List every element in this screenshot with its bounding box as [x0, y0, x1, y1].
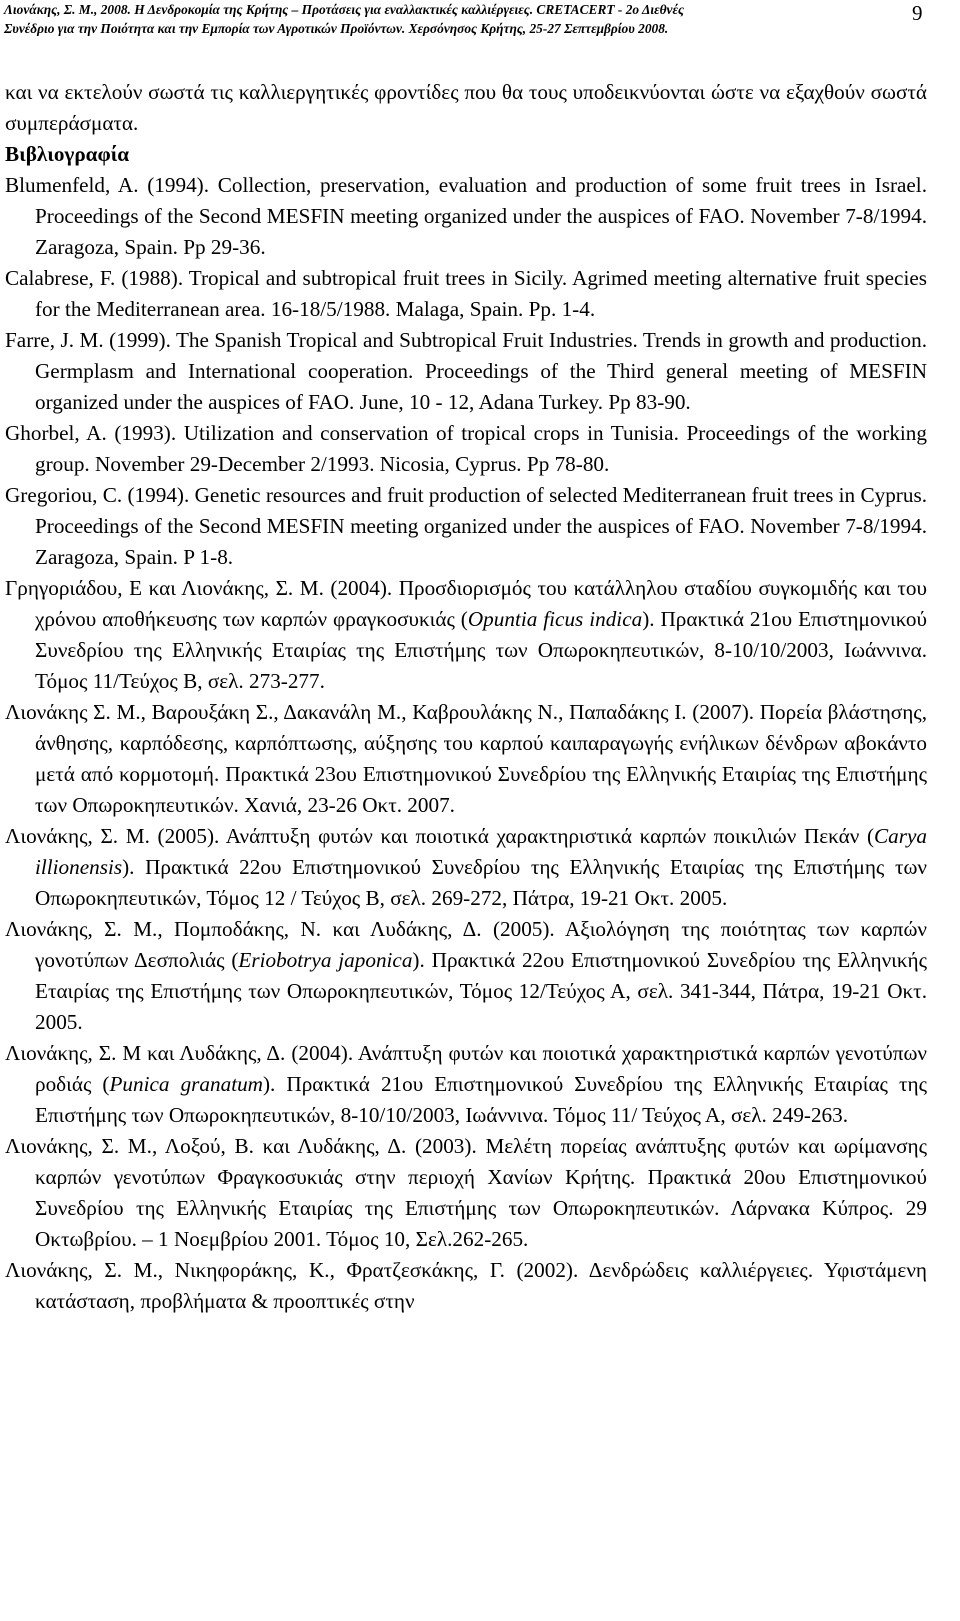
reference-item [5, 263, 927, 325]
reference-text: Gregoriou, C. (1994). Genetic resources and fruit production of selected Mediterranean fruit trees in Cyprus. Proceedings of the Second MESFIN meeting organized under the auspices of FAO. November 7-8/1994. Zaragoza, Spain. P 1-8. [5, 483, 927, 569]
reference-text: Λιονάκης, Σ. Μ., Πομποδάκης, Ν. και Λυδάκης, Δ. (2005). Αξιολόγηση της ποιότητας των καρπών γονοτύπων Δεσπολιάς ( [5, 917, 927, 972]
reference-item [5, 1038, 927, 1131]
reference-text: Λιονάκης, Σ. Μ. (2005). Ανάπτυξη φυτών και ποιοτικά χαρακτηριστικά καρπών ποικιλιών Πεκάν ( [5, 824, 875, 848]
reference-list [5, 170, 927, 1317]
reference-text-tail: ). Πρακτικά 22ου Επιστημονικού Συνεδρίου της Ελληνικής Εταιρίας της Επιστήμης των Οπωροκηπευτικών, Τόμος 12 / Τεύχος Β, σελ. 269-272, Πάτρα, 19-21 Οκτ. 2005. [35, 855, 927, 910]
reference-item [5, 418, 927, 480]
reference-text: Λιονάκης Σ. Μ., Βαρουξάκη Σ., Δακανάλη Μ., Καβρουλάκης Ν., Παπαδάκης Ι. (2007). Πορεία βλάστησης, άνθησης, καρπόδεσης, καρπόπτωσης, αύξησης του καρπού καιπαραγωγής ενήλικων δένδρων αβοκάντο μετά από κορμοτομή. Πρακτικά 23ου Επιστημονικού Συνεδρίου της Ελληνικής Εταιρίας της Επιστήμης των Οπωροκηπευτικών. Χανιά, 23-26 Οκτ. 2007. [5, 700, 927, 817]
reference-item [5, 325, 927, 418]
reference-item [5, 573, 927, 697]
reference-species: Opuntia ficus indica [467, 607, 643, 631]
reference-text: Λιονάκης, Σ. Μ., Λοξού, Β. και Λυδάκης, Δ. (2003). Μελέτη πορείας ανάπτυξης φυτών και ωρίμανσης καρπών γενοτύπων Φραγκοσυκιάς στην περιοχή Χανίων Κρήτης. Πρακτικά 20ου Επιστημονικού Συνεδρίου της Ελληνικής Εταιρίας της Επιστήμης των Οπωροκηπευτικών. Λάρνακα Κύπρος. 29 Οκτωβρίου. – 1 Νοεμβρίου 2001. Τόμος 10, Σελ.262-265. [5, 1134, 927, 1251]
intro-paragraph: και να εκτελούν σωστά τις καλλιεργητικές φροντίδες που θα τους υποδεικνύονται ώστε να εξαχθούν σωστά συμπεράσματα. [5, 80, 927, 135]
reference-text: Calabrese, F. (1988). Tropical and subtropical fruit trees in Sicily. Agrimed meeting alternative fruit species for the Mediterranean area. 16-18/5/1988. Malaga, Spain. Pp. 1-4. [5, 266, 927, 321]
reference-item [5, 1131, 927, 1255]
reference-species: Eriobotrya japonica [238, 948, 413, 972]
running-head [4, 0, 884, 38]
reference-text-tail: ). Πρακτικά 22ου Επιστημονικού Συνεδρίου της Ελληνικής Εταιρίας της Επιστήμης των Οπωροκηπευτικών, Τόμος 12/Τεύχος Α, σελ. 341-344, Πάτρα, 19-21 Οκτ. 2005. [35, 948, 927, 1034]
section-heading: Βιβλιογραφία [5, 142, 130, 166]
reference-text: Farre, J. M. (1999). The Spanish Tropical and Subtropical Fruit Industries. Trends in growth and production. Germplasm and International cooperation. Proceedings of the Third general meeting of MESFIN organized under the auspices of FAO. June, 10 - 12, Adana Turkey. Pp 83-90. [5, 328, 927, 414]
reference-text: Λιονάκης, Σ. Μ., Νικηφοράκης, Κ., Φρατζεσκάκης, Γ. (2002). Δενδρώδεις καλλιέργειες. Υφιστάμενη κατάσταση, προβλήματα & προοπτικές στην [5, 1258, 927, 1313]
reference-item [5, 170, 927, 263]
reference-text: Λιονάκης, Σ. Μ και Λυδάκης, Δ. (2004). Ανάπτυξη φυτών και ποιοτικά χαρακτηριστικά καρπών γενοτύπων ροδιάς ( [5, 1041, 927, 1096]
running-head-line-1: Λιονάκης, Σ. Μ., 2008. Η Δενδροκομία της Κρήτης – Προτάσεις για εναλλακτικές καλλιέργειες. CRETACERT - 2ο Διεθνές [4, 2, 684, 17]
reference-text-tail: ). Πρακτικά 21ου Επιστημονικού Συνεδρίου της Ελληνικής Εταιρίας της Επιστήμης των Οπωροκηπευτικών, 8-10/10/2003, Ιωάννινα. Τόμος 11/ Τεύχος Α, σελ. 249-263. [35, 1072, 928, 1127]
reference-species: Punica granatum [109, 1072, 263, 1096]
reference-species: Carya illionensis [35, 824, 927, 879]
reference-text: Blumenfeld, A. (1994). Collection, preservation, evaluation and production of some fruit trees in Israel. Proceedings of the Second MESFIN meeting organized under the auspices of FAO. November 7-8/1994. Zaragoza, Spain. Pp 29-36. [5, 173, 927, 259]
reference-item [5, 480, 927, 573]
reference-text: Ghorbel, A. (1993). Utilization and conservation of tropical crops in Tunisia. Proceedings of the working group. November 29-December 2/1993. Nicosia, Cyprus. Pp 78-80. [5, 421, 927, 476]
running-head-line-2: Συνέδριο για την Ποιότητα και την Εμπορία των Αγροτικών Προϊόντων. Χερσόνησος Κρήτης, 25-27 Σεπτεμβρίου 2008. [4, 21, 669, 36]
page-number: 9 [912, 1, 923, 25]
reference-item [5, 914, 927, 1038]
reference-text-tail: ). Πρακτικά 21ου Επιστημονικού Συνεδρίου της Ελληνικής Εταιρίας της Επιστήμης των Οπωροκηπευτικών, 8-10/10/2003, Ιωάννινα. Τόμος 11/Τεύχος Β, σελ. 273-277. [35, 607, 927, 693]
reference-item [5, 1255, 927, 1317]
reference-item [5, 821, 927, 914]
reference-item [5, 697, 927, 821]
reference-text: Γρηγοριάδου, Ε και Λιονάκης, Σ. Μ. (2004). Προσδιορισμός του κατάλληλου σταδίου συγκομιδής και του χρόνου αποθήκευσης των καρπών φραγκοσυκιάς ( [5, 576, 927, 631]
page-body [5, 77, 927, 1317]
